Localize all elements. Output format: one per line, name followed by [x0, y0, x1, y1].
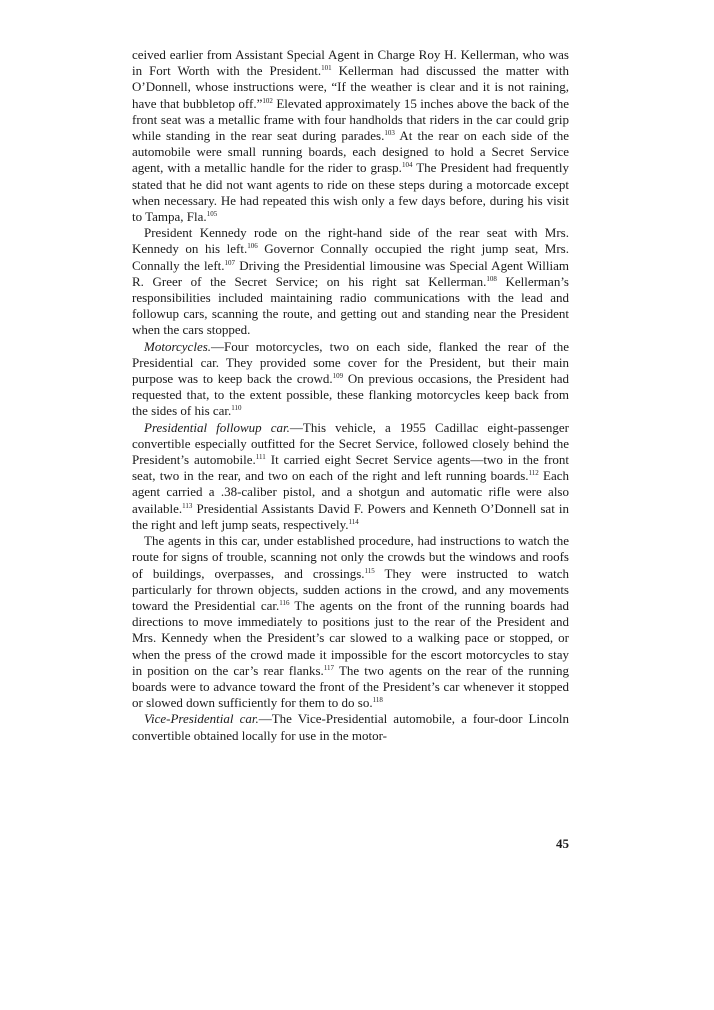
footnote-ref: 117: [323, 663, 335, 672]
section-heading: Motorcycles.: [144, 338, 212, 354]
footnote-ref: 114: [348, 517, 359, 526]
body-text: [132, 47, 569, 744]
text-run: The agents on the front of the running boards had directions to move immediately to positions just to the rear of the President and Mrs. Kennedy when the President’s car slowed to a walking pace or stopped, or when the press of the crowd made it impossible for the escort motorcycles to stay in position on the car’s rear flanks.: [132, 597, 569, 678]
text-run: The two agents on the rear of the running boards were to advance toward the front of the President’s car whenever it stopped or slowed down sufficiently for them to do so.: [132, 662, 569, 711]
text-run: The agents in this car, under established procedure, had instructions to watch the route for signs of trouble, scanning not only the crowds but the windows and roofs of buildings, overpasses, and crossings.: [132, 533, 569, 581]
paragraph: [132, 225, 569, 338]
text-run: —This vehicle, a 1955 Cadillac eight-passenger convertible especially outfitted for the Secret Service, followed closely behind the President’s automobile.: [132, 419, 569, 468]
footnote-ref: 111: [255, 453, 266, 462]
paragraph: [132, 711, 569, 743]
text-run: President Kennedy rode on the right-hand side of the rear seat with Mrs. Kennedy on his left.: [132, 225, 569, 257]
text-run: They were instructed to watch particularly for thrown objects, sudden actions in the crowd, and any movements toward the Presidential car.: [132, 565, 569, 613]
text-run: Governor Connally occupied the right jump seat, Mrs. Connally the left.: [132, 241, 569, 273]
footnote-ref: 104: [401, 161, 413, 170]
footnote-ref: 108: [486, 274, 497, 283]
footnote-ref: 105: [206, 210, 218, 219]
text-run: It carried eight Secret Service agents—two in the front seat, two in the rear, and two on each of the right and left running boards.: [132, 452, 570, 484]
paragraph: [132, 533, 569, 711]
section-heading: Vice-Presidential car.: [144, 711, 259, 727]
footnote-ref: 115: [364, 566, 375, 575]
paragraph: [132, 47, 569, 225]
footnote-ref: 102: [262, 96, 273, 105]
footnote-ref: 118: [372, 696, 383, 705]
text-run: Kellerman’s responsibilities included maintaining radio communications with the lead and followup cars, scanning the route, and getting out and standing near the President when the cars stopped.: [132, 273, 569, 338]
footnote-ref: 113: [182, 501, 193, 510]
text-run: —The Vice-Presidential automobile, a four-door Lincoln convertible obtained locally for use in the motor-: [132, 711, 569, 743]
paragraph: [132, 420, 569, 533]
footnote-ref: 107: [224, 258, 236, 267]
footnote-ref: 112: [528, 469, 539, 478]
text-run: The President had frequently stated that he did not want agents to ride on these steps during a motorcade except when necessary. He had repeated this wish only a few days before, during his visit to Tampa, Fla.: [132, 160, 569, 225]
footnote-ref: 106: [247, 242, 258, 251]
text-run: ceived earlier from Assistant Special Agent in Charge Roy H. Kellerman, who was in Fort Worth with the President.: [132, 47, 569, 79]
text-run: At the rear on each side of the automobile were small running boards, each designed to hold a Secret Service agent, with a metallic handle for the rider to grasp.: [132, 128, 569, 176]
text-run: Each agent carried a .38-caliber pistol, and a shotgun and automatic rifle were also available.: [132, 468, 570, 516]
page-number: 45: [556, 836, 569, 851]
paragraph: [132, 339, 569, 420]
footnote-ref: 109: [332, 372, 344, 381]
text-run: —Four motorcycles, two on each side, flanked the rear of the Presidential car. They provided some cover for the President, but their main purpose was to keep back the crowd.: [132, 338, 569, 387]
text-run: On previous occasions, the President had requested that, to the extent possible, these flanking motorcycles keep back from the sides of his car.: [132, 371, 570, 419]
text-run: Driving the Presidential limousine was Special Agent William R. Greer of the Secret Service; on his right sat Kellerman.: [132, 257, 569, 289]
section-heading: Presidential followup car.: [144, 419, 290, 435]
text-run: Kellerman had discussed the matter with O’Donnell, whose instructions were, “If the weather is clear and it is not raining, have that bubbletop off.”: [132, 63, 569, 111]
footnote-ref: 103: [384, 129, 395, 138]
footnote-ref: 110: [231, 404, 242, 413]
footnote-ref: 101: [321, 64, 332, 73]
text-run: Elevated approximately 15 inches above the back of the front seat was a metallic frame with four handholds that riders in the car could grip while standing in the rear seat during parades.: [132, 95, 569, 144]
footnote-ref: 116: [279, 598, 290, 607]
text-run: Presidential Assistants David F. Powers and Kenneth O’Donnell sat in the right and left jump seats, respectively.: [132, 500, 569, 532]
